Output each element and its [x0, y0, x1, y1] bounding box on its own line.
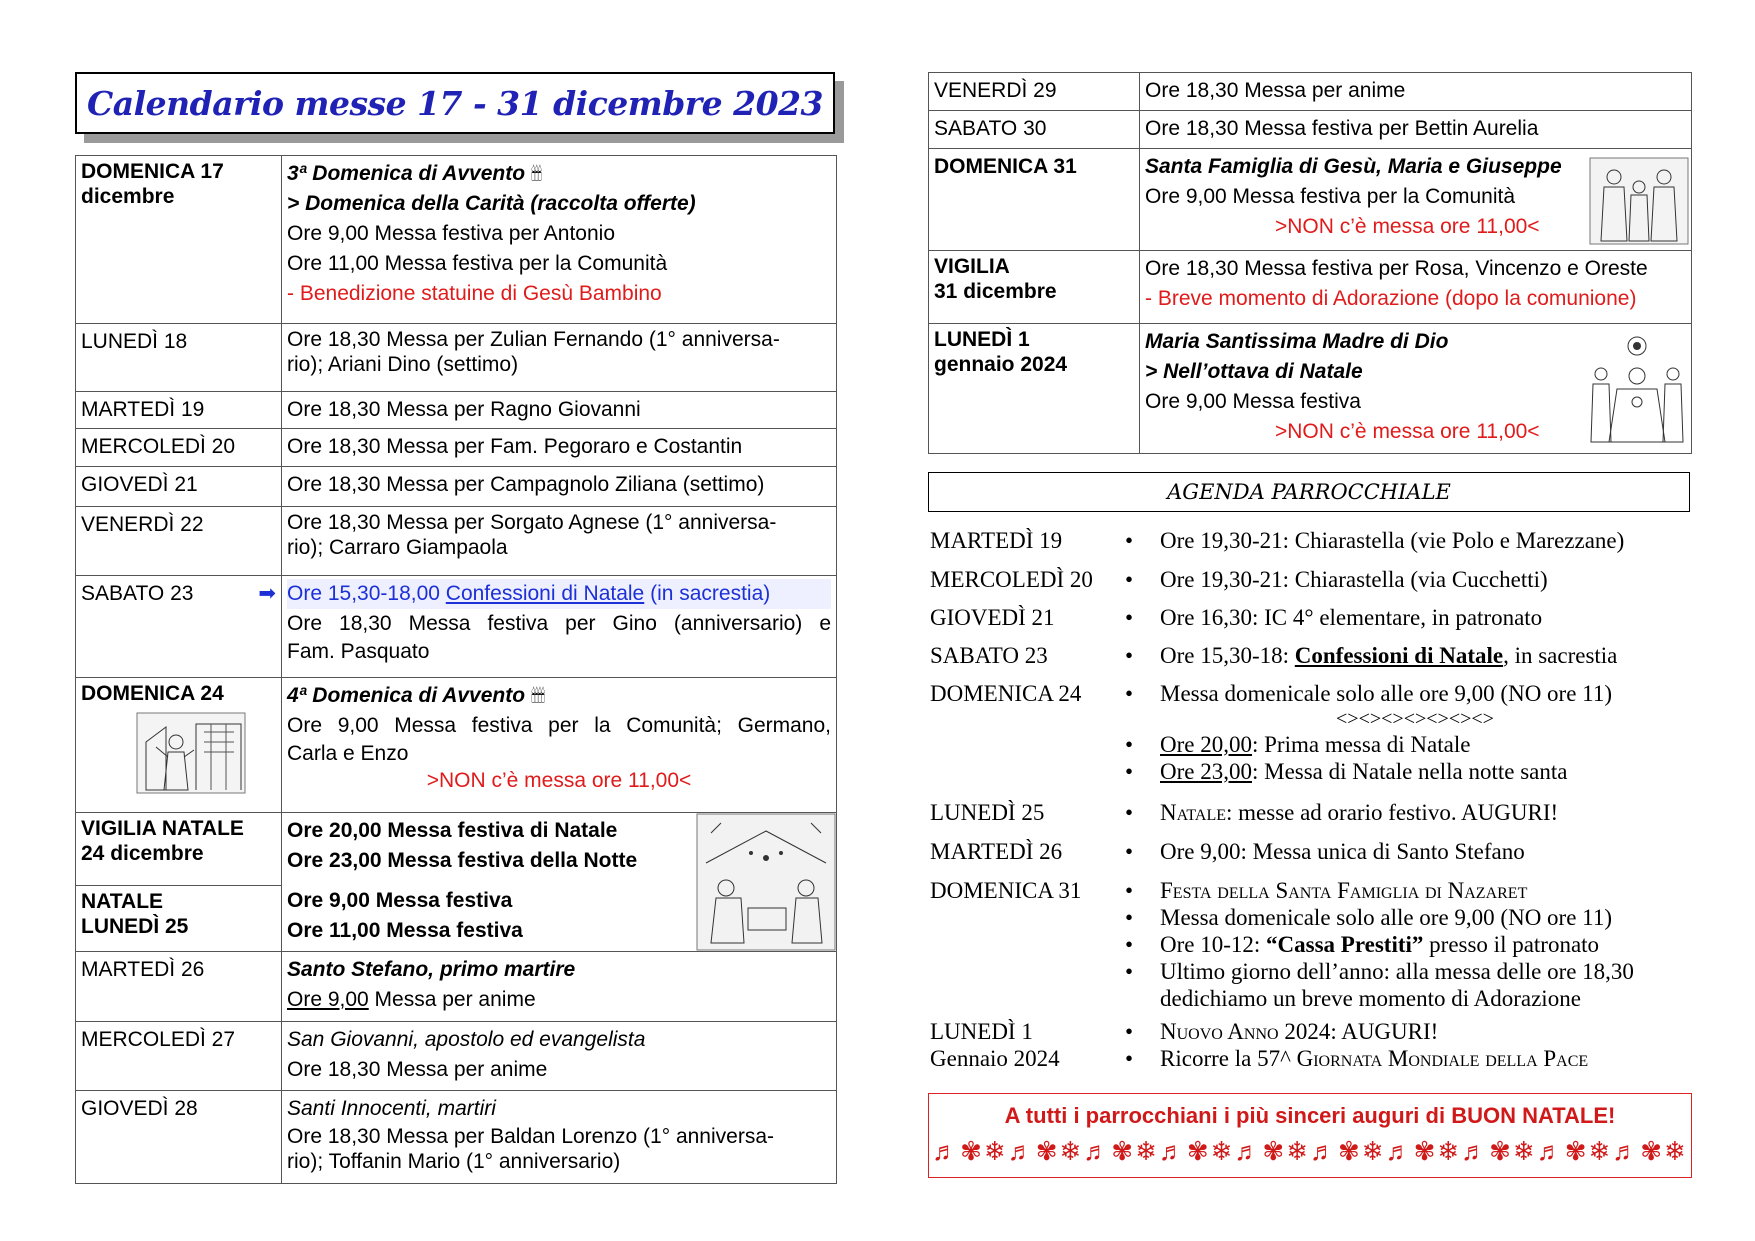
table-row [76, 392, 837, 429]
event-line: Ore 23,00 Messa festiva della Notte [287, 849, 638, 872]
day-label: SABATO 30 [929, 111, 1140, 149]
table-row [76, 678, 837, 813]
agenda-text: Ricorre la 57^ [1160, 1046, 1297, 1071]
day-label: SABATO 23 [81, 582, 194, 605]
agenda-text: Confessioni di Natale [1294, 643, 1504, 668]
event-line: Ore 18,30 Messa festiva per Rosa, Vincenzo e Oreste [1145, 257, 1648, 280]
day-sublabel: dicembre [81, 185, 175, 208]
agenda-text: Natale [1160, 800, 1226, 825]
event-line: Ore 18,30 Messa per Sorgato Agnese (1° anniversa- [287, 511, 777, 534]
agenda-text: : Messa di Natale nella notte santa [1251, 759, 1568, 784]
agenda-text: Giornata Mondiale della Pace [1296, 1046, 1589, 1071]
event-line: Carla e Enzo [287, 742, 409, 765]
agenda-item [1125, 642, 1705, 669]
agenda-separator: <><><><><><><> [1336, 708, 1494, 730]
candle-icon: 🕯🕯🕯🕯 [530, 686, 544, 706]
event-line: Santa Famiglia di Gesù, Maria e Giuseppe [1145, 155, 1562, 178]
event-line: Maria Santissima Madre di Dio [1145, 330, 1449, 353]
event-line: Ore 18,30 Messa per Fam. Pegoraro e Costantin [282, 429, 837, 467]
agenda-text: Ore 15,30-18: [1160, 643, 1295, 668]
events-cell [1140, 149, 1692, 251]
table-row [929, 251, 1692, 324]
agenda-item [1125, 731, 1705, 758]
day-sublabel: LUNEDÌ 25 [81, 915, 189, 938]
event-line: - Benedizione statuine di Gesù Bambino [287, 282, 662, 305]
madonna-image [1587, 334, 1687, 446]
page-title: Calendario messe 17 - 31 dicembre 2023 [86, 84, 824, 123]
events-cell [1140, 251, 1692, 324]
event-line: >NON c’è messa ore 11,00< [426, 769, 692, 792]
events-cell [282, 324, 837, 392]
agenda-item [1125, 799, 1705, 826]
event-line: Santo Stefano, primo martire [287, 958, 576, 981]
agenda-day: LUNEDÌ 25 [930, 800, 1045, 825]
events-cell [282, 678, 837, 813]
day-label: VENERDÌ 22 [76, 507, 282, 576]
day-label: MARTEDÌ 19 [76, 392, 282, 429]
agenda-item [1125, 958, 1705, 1012]
agenda-item: • Ore 16,30: IC 4° elementare, in patronato [1125, 604, 1705, 631]
agenda-item [1125, 758, 1705, 785]
event-line: Ore 9,00 Messa festiva [287, 889, 513, 912]
day-label: VIGILIA NATALE [81, 817, 244, 840]
table-row [76, 576, 837, 678]
event-line: Ore 9,00 [287, 988, 369, 1011]
event-line: Ore 9,00 Messa festiva per la Comunità; Germano, [287, 714, 831, 737]
event-line: rio); Toffanin Mario (1° anniversario) [287, 1150, 621, 1173]
agenda-day-cell [930, 1018, 1120, 1072]
table-row [929, 149, 1692, 251]
day-label: DOMENICA 24 [81, 682, 224, 705]
events-cell [282, 1091, 837, 1184]
agenda-item [1125, 931, 1705, 958]
agenda-text: presso il patronato [1423, 932, 1600, 957]
events-cell [282, 813, 837, 952]
agenda-item: • Festa della Santa Famiglia di Nazaret [1125, 877, 1705, 904]
events-cell [282, 576, 837, 678]
day-label: VIGILIA [934, 255, 1010, 278]
agenda-day: DOMENICA 31 [930, 878, 1082, 903]
greetings-box [928, 1093, 1692, 1178]
event-line: Ore 18,30 Messa per Baldan Lorenzo (1° anniversa- [287, 1125, 774, 1148]
agenda-text: • Ultimo giorno dell’anno: alla messa delle ore 18,30 [1160, 959, 1634, 984]
events-cell [282, 1022, 837, 1091]
event-line: > Nell’ottava di Natale [1145, 360, 1363, 383]
event-line: Ore 18,30 Messa per Campagnolo Ziliana (settimo) [282, 467, 837, 507]
agenda-day: MARTEDÌ 26 [930, 839, 1063, 864]
agenda-item: • Messa domenicale solo alle ore 9,00 (NO ore 11) [1125, 904, 1705, 931]
day-cell [76, 678, 282, 813]
table-row [76, 507, 837, 576]
table-row [76, 467, 837, 507]
event-line: San Giovanni, apostolo ed evangelista [287, 1028, 646, 1051]
event-line: Santi Innocenti, martiri [287, 1097, 496, 1120]
title-box [75, 72, 835, 134]
confession-link[interactable]: Confessioni di Natale [445, 582, 645, 605]
table-row [76, 1022, 837, 1091]
event-line: Ore 9,00 Messa festiva [1145, 390, 1361, 413]
agenda-item: • Ore 9,00: Messa unica di Santo Stefano [1125, 838, 1705, 865]
events-cell [1140, 324, 1692, 454]
event-line: Ore 15,30-18,00 [287, 582, 440, 605]
day-sublabel: 24 dicembre [81, 842, 204, 865]
event-line: Ore 18,30 Messa per Ragno Giovanni [282, 392, 837, 429]
day-label: MERCOLEDÌ 27 [76, 1022, 282, 1091]
day-label: DOMENICA 17 [81, 160, 224, 183]
agenda-item [1125, 1045, 1705, 1072]
event-line: rio); Carraro Giampaola [287, 536, 508, 559]
day-cell [929, 324, 1140, 454]
table-row [76, 156, 837, 324]
event-line: Ore 18,30 Messa festiva per Bettin Aurelia [1140, 111, 1692, 149]
agenda-text: 2024: AUGURI! [1278, 1019, 1439, 1044]
events-cell [282, 507, 837, 576]
agenda-day-sub: Gennaio 2024 [930, 1046, 1060, 1071]
event-line: Ore 18,30 Messa per Zulian Fernando (1° anniversa- [287, 328, 780, 351]
table-row [76, 1091, 837, 1184]
agenda-text: Ore 23,00 [1160, 759, 1252, 784]
event-line: (in sacrestia) [650, 582, 771, 605]
table-row [76, 952, 837, 1022]
table-row [76, 813, 837, 886]
calendar-table-right [928, 72, 1692, 454]
day-sublabel: gennaio 2024 [934, 353, 1068, 376]
agenda-text: Ore 20,00 [1160, 732, 1252, 757]
event-line: rio); Ariani Dino (settimo) [287, 353, 519, 376]
day-cell [76, 886, 282, 952]
agenda-item: • Ore 19,30-21: Chiarastella (vie Polo e Marezzane) [1125, 527, 1705, 554]
agenda-text: Nuovo Anno [1160, 1019, 1279, 1044]
day-label: LUNEDÌ 18 [76, 324, 282, 392]
event-line: Ore 9,00 Messa festiva per Antonio [287, 222, 616, 245]
day-label: DOMENICA 31 [934, 155, 1077, 178]
agenda-text: dedichiamo un breve momento di Adorazione [1160, 986, 1581, 1011]
agenda-text: Ore 10-12: [1160, 932, 1267, 957]
day-cell [76, 576, 282, 678]
nativity-image [696, 813, 836, 951]
day-label: GIOVEDÌ 21 [76, 467, 282, 507]
event-line: Ore 18,30 Messa per anime [1140, 73, 1692, 111]
agenda-item: • Ore 19,30-21: Chiarastella (via Cucchetti) [1125, 566, 1705, 593]
candle-icon: 🕯🕯🕯 [530, 164, 541, 184]
calendar-table-left [75, 155, 837, 1184]
agenda-item: • Messa domenicale solo alle ore 9,00 (NO ore 11) [1125, 680, 1705, 707]
agenda-item [1125, 1018, 1705, 1045]
day-cell [76, 813, 282, 886]
event-line: > Domenica della Carità (raccolta offerte) [287, 192, 696, 215]
event-line: Messa per anime [368, 988, 536, 1011]
table-row [929, 111, 1692, 149]
day-label: LUNEDÌ 1 [934, 328, 1030, 351]
arrow-right-icon: ➡ [258, 582, 276, 605]
event-line: Ore 11,00 Messa festiva per la Comunità [287, 252, 668, 275]
agenda-day: MARTEDÌ 19 [930, 528, 1063, 553]
day-label: MERCOLEDÌ 20 [76, 429, 282, 467]
day-cell [929, 251, 1140, 324]
agenda-text: : Prima messa di Natale [1251, 732, 1471, 757]
table-row [929, 73, 1692, 111]
ornament-icon: ♬✾❄♬✾❄♬✾❄♬✾❄♬✾❄♬✾❄♬✾❄♬✾❄♬✾❄♬✾❄ [932, 1136, 1688, 1166]
event-line: Ore 11,00 Messa festiva [287, 919, 523, 942]
agenda-text: “Cassa Prestiti” [1266, 932, 1424, 957]
day-label: VENERDÌ 29 [929, 73, 1140, 111]
event-line: 3ª Domenica di Avvento [287, 162, 526, 185]
agenda-day: MERCOLEDÌ 20 [930, 567, 1093, 592]
event-line: Fam. Pasquato [287, 640, 430, 663]
greetings-text: A tutti i parrocchiani i più sinceri auguri di BUON NATALE! [1004, 1103, 1616, 1128]
table-row [76, 429, 837, 467]
events-cell [282, 952, 837, 1022]
agenda-title: AGENDA PARROCCHIALE [928, 472, 1690, 512]
table-row [929, 324, 1692, 454]
event-line: Ore 18,30 Messa per anime [287, 1058, 548, 1081]
agenda-text: , in sacrestia [1503, 643, 1618, 668]
event-line: Ore 20,00 Messa festiva di Natale [287, 819, 618, 842]
event-line: - Breve momento di Adorazione (dopo la comunione) [1145, 287, 1637, 310]
holy-family-image [1589, 157, 1689, 245]
event-line: >NON c’è messa ore 11,00< [1275, 215, 1540, 238]
event-line: Ore 9,00 Messa festiva per la Comunità [1145, 185, 1516, 208]
agenda-day: SABATO 23 [930, 643, 1048, 668]
event-line: Ore 18,30 Messa festiva per Gino (anniversario) e [287, 612, 831, 635]
annunciation-image [136, 712, 246, 794]
day-cell [929, 149, 1140, 251]
agenda-day: LUNEDÌ 1 [930, 1019, 1033, 1044]
day-label: GIOVEDÌ 28 [76, 1091, 282, 1184]
day-sublabel: 31 dicembre [934, 280, 1057, 303]
agenda-day: GIOVEDÌ 21 [930, 605, 1055, 630]
agenda-day: DOMENICA 24 [930, 681, 1082, 706]
day-label: NATALE [81, 890, 164, 913]
event-line: >NON c’è messa ore 11,00< [1275, 420, 1540, 443]
day-cell [76, 156, 282, 324]
events-cell [282, 156, 837, 324]
day-label: MARTEDÌ 26 [76, 952, 282, 1022]
table-row [76, 324, 837, 392]
event-line: 4ª Domenica di Avvento [287, 684, 526, 707]
agenda-text: : messe ad orario festivo. AUGURI! [1226, 800, 1559, 825]
